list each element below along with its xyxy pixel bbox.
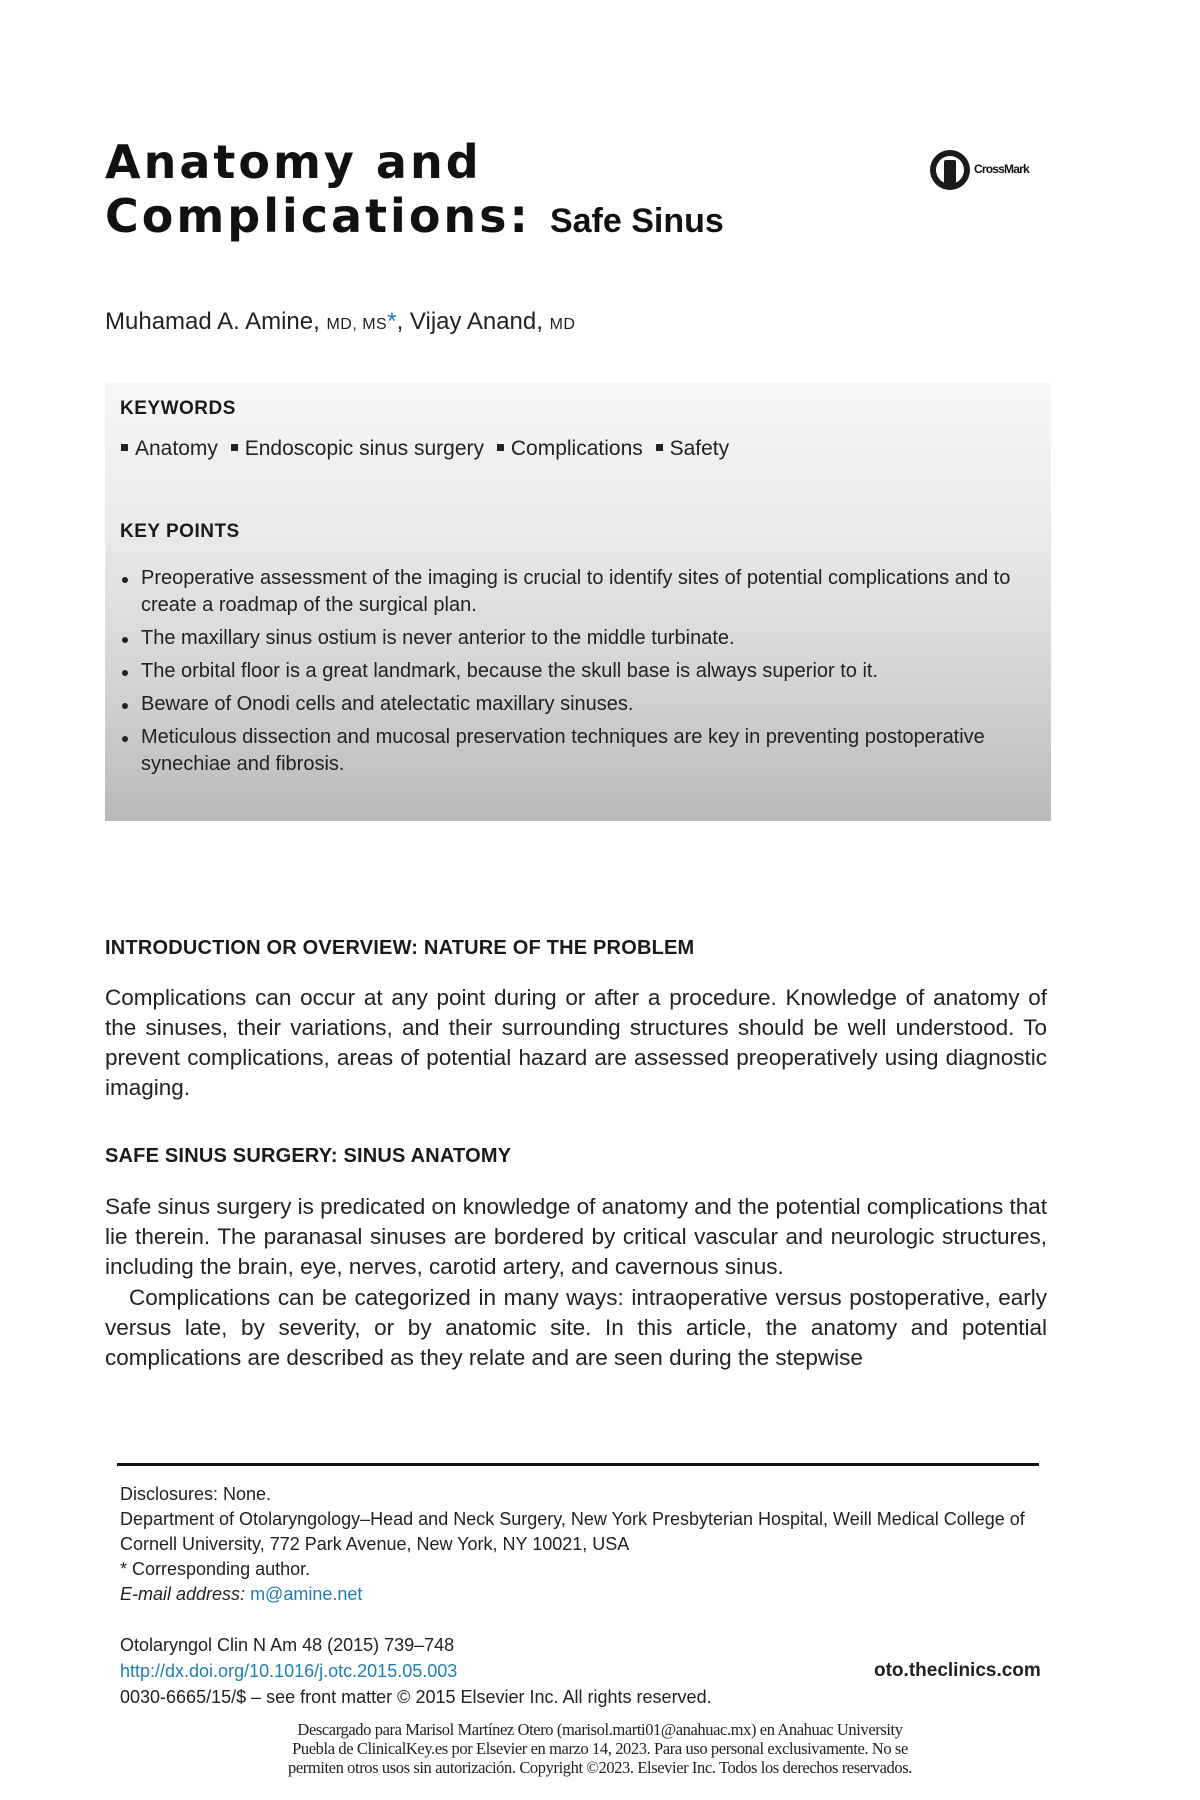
keyword-bullet: [231, 444, 238, 451]
email-link[interactable]: m@amine.net: [250, 1584, 363, 1604]
corresponding-note: * Corresponding author.: [120, 1559, 311, 1579]
key-point-item: The maxillary sinus ostium is never anterior to the middle turbinate.: [120, 625, 1025, 652]
affiliation-note: Department of Otolaryngology–Head and Neck Surgery, New York Presbyterian Hospital, Weill Medical College of Cornell University, 772 Park Avenue, New York, NY 10021, USA: [120, 1509, 1025, 1554]
section-heading-sinus-anatomy: SAFE SINUS SURGERY: SINUS ANATOMY: [105, 1145, 512, 1167]
download-notice-line: permiten otros usos sin autorización. Copyright ©2023. Elsevier Inc. Todos los derechos reservados.: [287, 1758, 912, 1777]
copyright-note: 0030-6665/15/$ – see front matter © 2015 Elsevier Inc. All rights reserved.: [120, 1687, 712, 1707]
keyword-bullet: [497, 444, 504, 451]
section-heading-introduction: INTRODUCTION OR OVERVIEW: NATURE OF THE PROBLEM: [105, 937, 695, 959]
author-1-name: Muhamad A. Amine,: [105, 308, 320, 335]
key-point-item: The orbital floor is a great landmark, because the skull base is always superior to it.: [120, 658, 1025, 685]
article-subtitle: Safe Sinus: [549, 202, 724, 240]
keywords-keypoints-box: [105, 383, 1051, 821]
title-line-2: [105, 189, 805, 248]
download-notice-line: Puebla de ClinicalKey.es por Elsevier en marzo 14, 2023. Para uso personal exclusivamente. No se: [292, 1739, 908, 1758]
keyword-bullet: [121, 444, 128, 451]
keyword-item: Complications: [510, 437, 643, 460]
keyword-item: Anatomy: [135, 437, 218, 460]
footnote-divider: [117, 1463, 1039, 1466]
crossmark-label: CrossMark: [974, 162, 1029, 176]
key-point-item: Beware of Onodi cells and atelectatic maxillary sinuses.: [120, 691, 1025, 718]
body-paragraph: Safe sinus surgery is predicated on knowledge of anatomy and the potential complications that lie therein. The paranasal sinuses are bordered by critical vascular and neurologic structures, including the brain, eye, nerves, carotid artery, and cavernous sinus.: [105, 1194, 1047, 1279]
disclosures-note: Disclosures: None.: [120, 1484, 272, 1504]
email-label: E-mail address:: [120, 1584, 246, 1604]
title-main-part: Complications:: [105, 189, 531, 243]
corresponding-author-marker[interactable]: *: [387, 308, 397, 335]
crossmark-logo[interactable]: [930, 150, 1058, 194]
article-title: [105, 135, 805, 248]
keyword-bullet: [656, 444, 663, 451]
download-notice-line: Descargado para Marisol Martínez Otero (marisol.marti01@anahuac.mx) en Anahuac University: [297, 1720, 903, 1739]
author-separator: ,: [396, 308, 404, 335]
key-points-list: [120, 565, 1025, 784]
keywords-list: [120, 437, 729, 461]
journal-site-link[interactable]: oto.theclinics.com: [874, 1660, 1041, 1681]
key-points-heading: KEY POINTS: [120, 521, 240, 542]
citation-note: Otolaryngol Clin N Am 48 (2015) 739–748: [120, 1635, 455, 1655]
doi-link[interactable]: http://dx.doi.org/10.1016/j.otc.2015.05.003: [120, 1661, 458, 1681]
download-notice: [180, 1720, 1020, 1777]
key-point-item: Preoperative assessment of the imaging is crucial to identify sites of potential complications and to create a roadmap of the surgical plan.: [120, 565, 1025, 619]
title-line-1: Anatomy and: [105, 135, 482, 189]
keyword-item: Safety: [669, 437, 730, 460]
body-paragraph: Complications can be categorized in many ways: intraoperative versus postoperative, early versus late, by severity, or by anatomic site. In this article, the anatomy and potential complications are described as they relate and are seen during the stepwise: [105, 1285, 1047, 1370]
keywords-heading: KEYWORDS: [120, 398, 236, 419]
crossmark-icon: [930, 150, 970, 190]
key-point-item: Meticulous dissection and mucosal preservation techniques are key in preventing postoperative synechiae and fibrosis.: [120, 724, 1025, 778]
keyword-item: Endoscopic sinus surgery: [244, 437, 485, 460]
body-paragraph: Complications can occur at any point during or after a procedure. Knowledge of anatomy of the sinuses, their variations, and their surrounding structures should be well understood. To prevent complications, areas of potential hazard are assessed preoperatively using diagnostic imaging.: [105, 985, 1047, 1100]
email-note: [120, 1582, 1050, 1607]
author-2-name: Vijay Anand,: [409, 308, 543, 335]
author-1-degrees: MD, MS: [326, 316, 388, 333]
author-list: [105, 308, 575, 336]
author-2-degrees: MD: [549, 316, 576, 333]
